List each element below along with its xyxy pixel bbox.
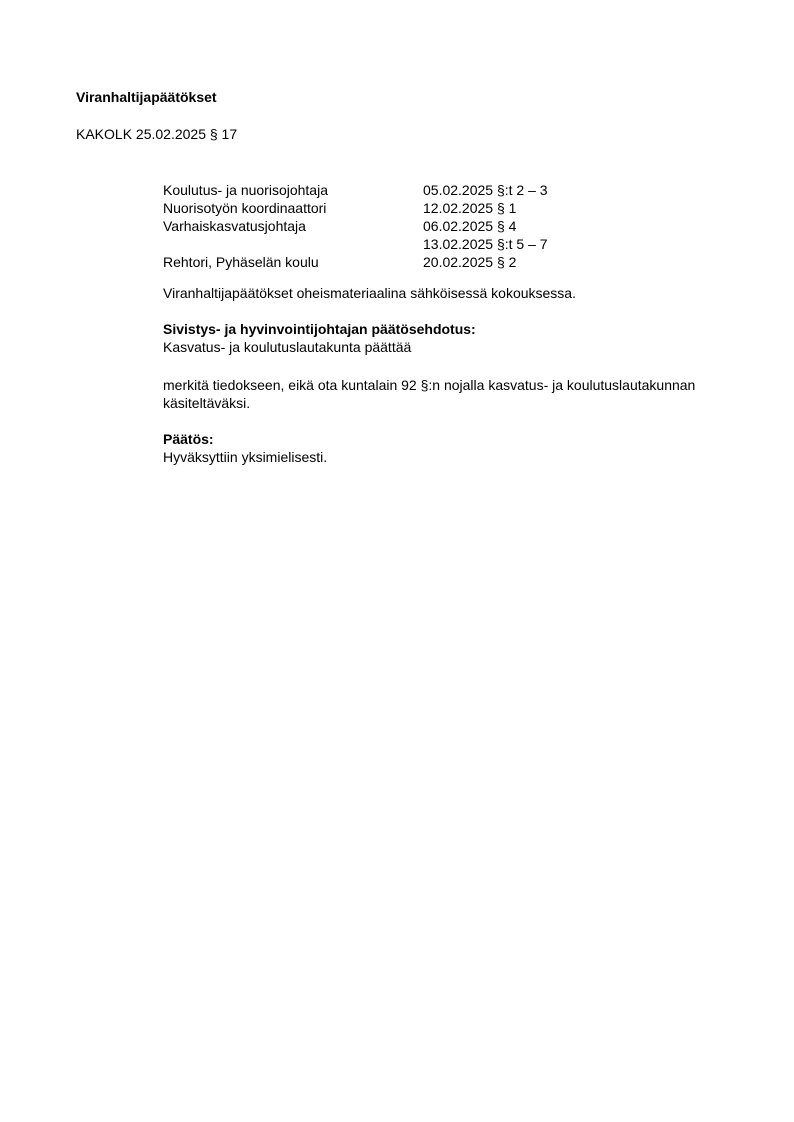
date-cell: 20.02.2025 § 2 [423,254,517,270]
proposal-title: Sivistys- ja hyvinvointijohtajan päätösehdotus: [163,321,476,337]
date-cell: 05.02.2025 §:t 2 – 3 [423,182,548,198]
role-cell: Koulutus- ja nuorisojohtaja [163,182,328,198]
proposal-text: merkitä tiedokseen, eikä ota kuntalain 92 §:n nojalla kasvatus- ja koulutuslautakunnan käsiteltäväksi. [163,377,696,411]
decision-text: Hyväksyttiin yksimielisesti. [163,449,328,465]
document-heading: Viranhaltijapäätökset [76,89,217,105]
table-row [163,235,733,253]
attachment-note: Viranhaltijapäätökset oheismateriaalina sähköisessä kokouksessa. [163,285,576,301]
decisions-table [163,181,733,271]
role-cell: Varhaiskasvatusjohtaja [163,218,306,234]
table-row [163,217,733,235]
role-cell [163,235,423,253]
meeting-reference: KAKOLK 25.02.2025 § 17 [76,126,238,142]
date-cell: 13.02.2025 §:t 5 – 7 [423,236,548,252]
table-row [163,199,733,217]
proposal-intro: Kasvatus- ja koulutuslautakunta päättää [163,339,412,355]
role-cell: Nuorisotyön koordinaattori [163,200,327,216]
decision-title: Päätös: [163,431,214,447]
date-cell: 12.02.2025 § 1 [423,200,517,216]
date-cell: 06.02.2025 § 4 [423,218,517,234]
table-row [163,181,733,199]
role-cell: Rehtori, Pyhäselän koulu [163,254,319,270]
table-row [163,253,733,271]
document-body [163,181,733,466]
